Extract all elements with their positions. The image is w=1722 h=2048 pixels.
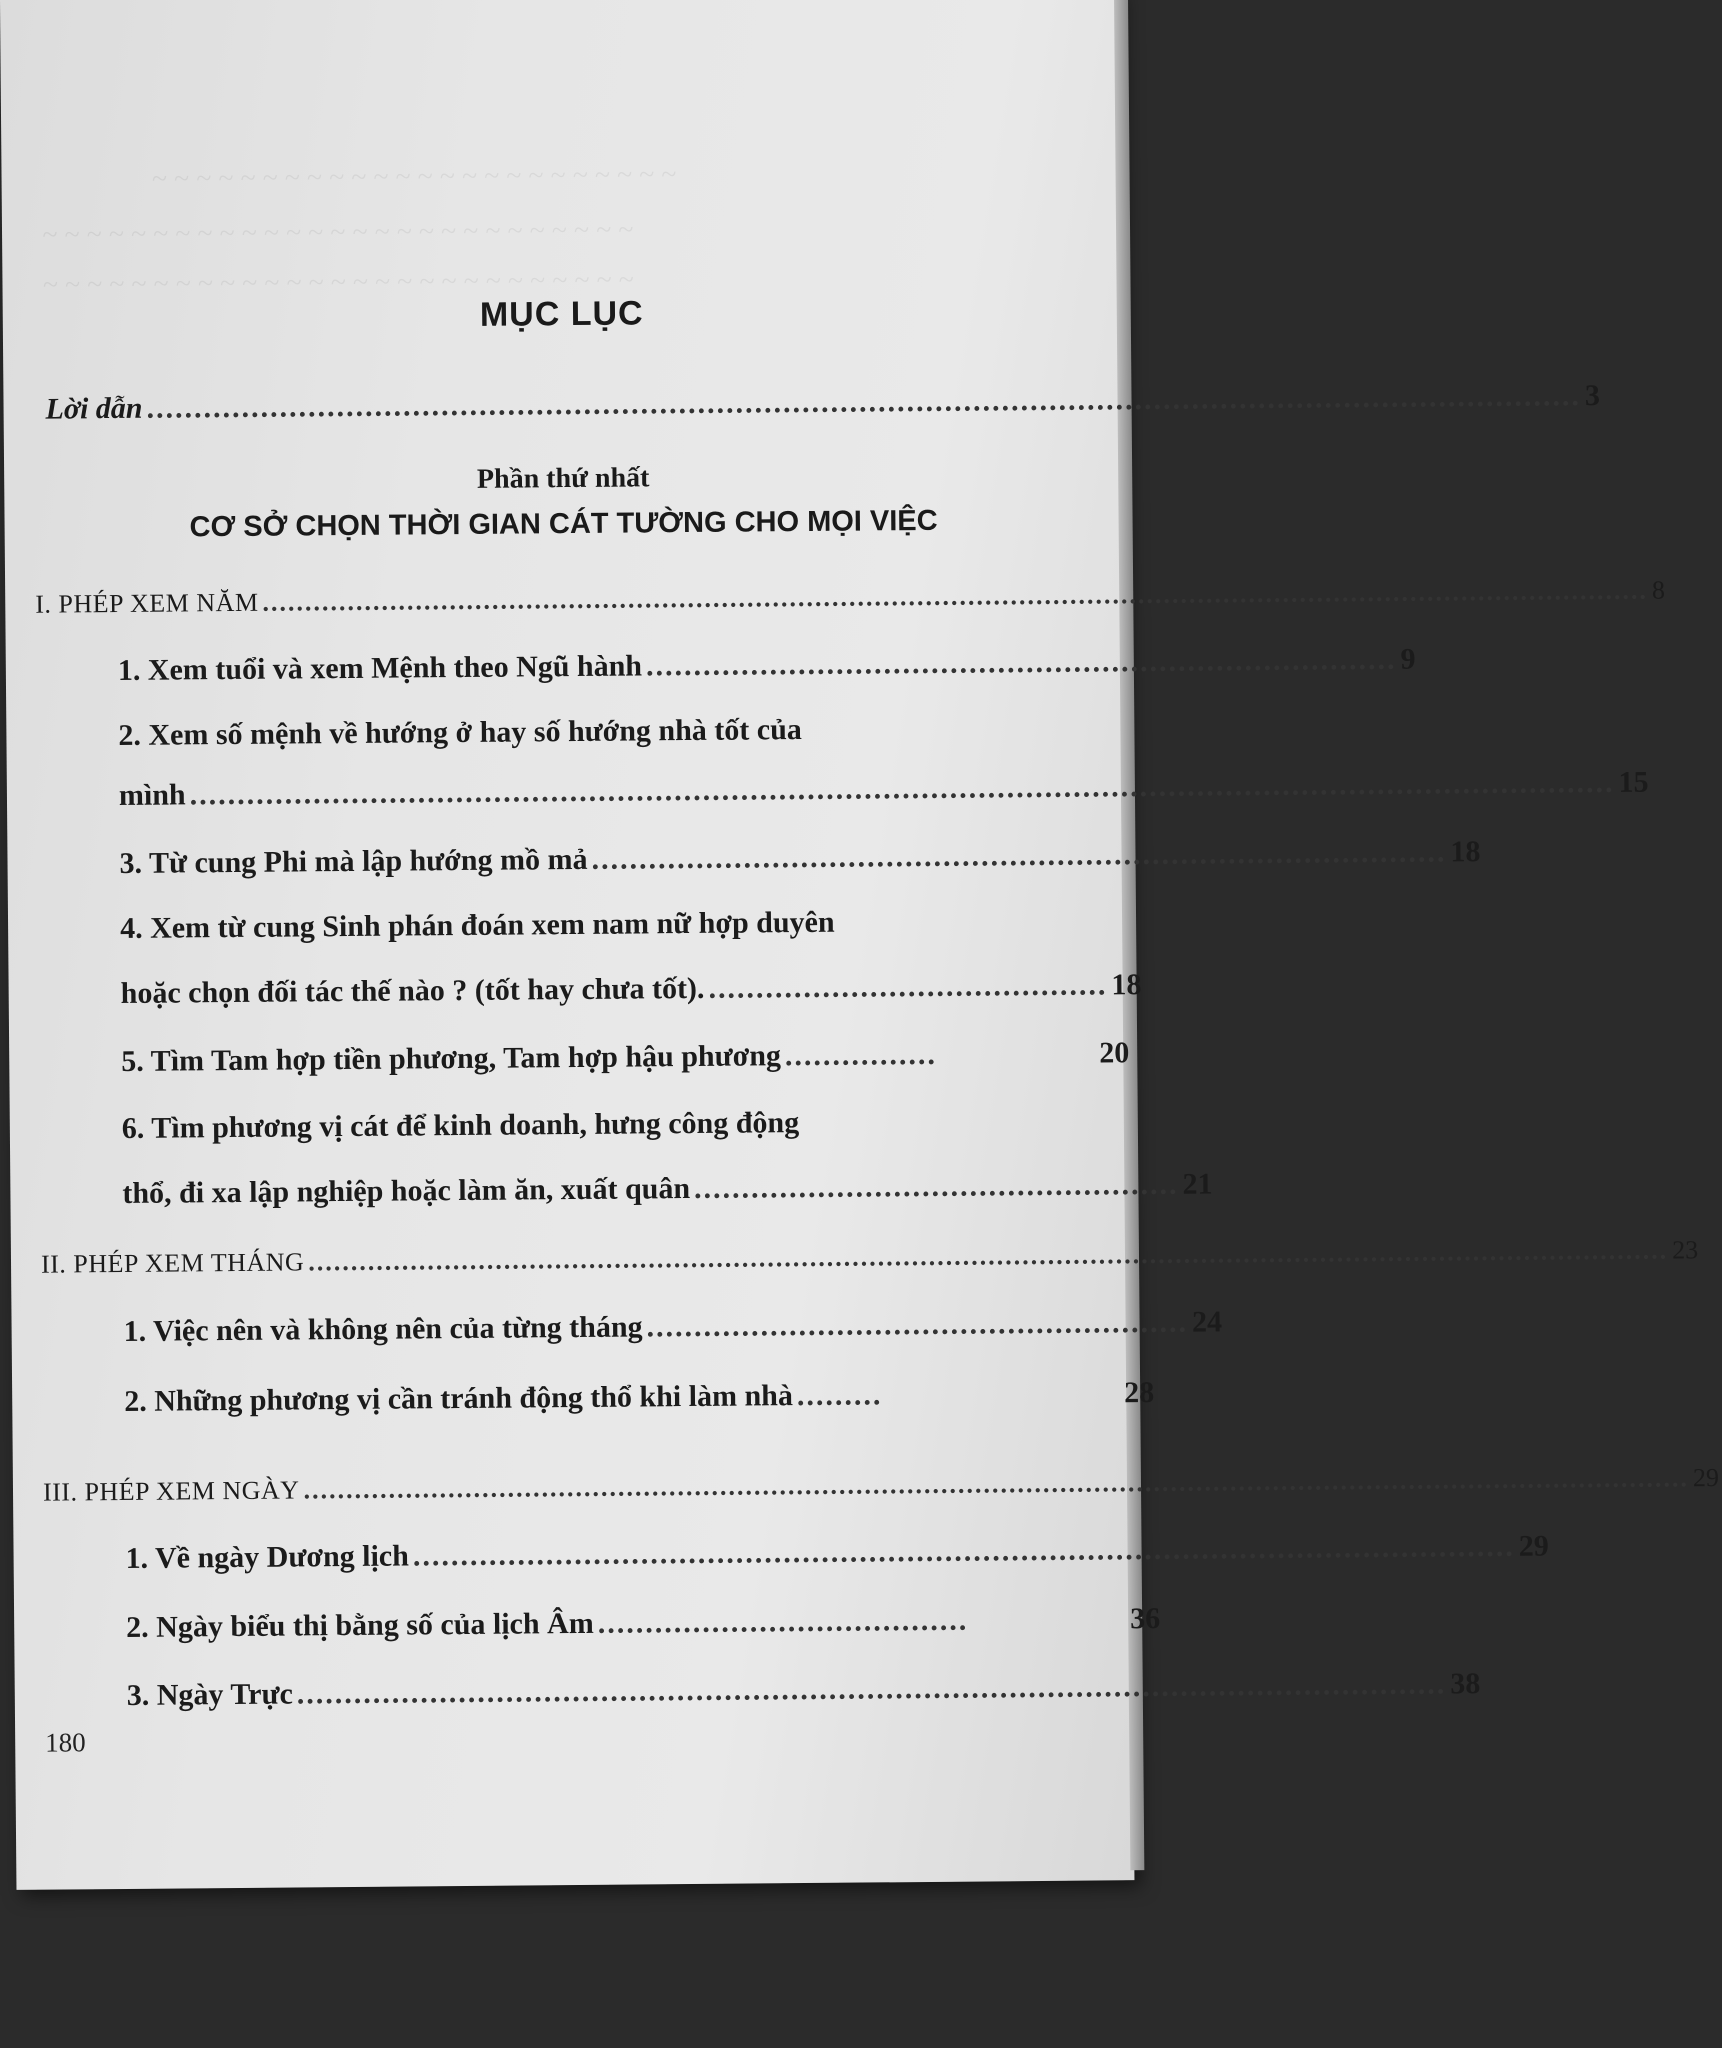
toc-title: MỤC LỤC [479,294,644,334]
toc-item-page: 20 [1099,1036,1130,1070]
leader-dots: ................ [784,1037,938,1073]
toc-item-page: 15 [1618,765,1649,799]
toc-item-1-6-line1: 6. Tìm phương vị cát để kinh doanh, hưng công động [121,1106,800,1145]
part-title: CƠ SỞ CHỌN THỜI GIAN CÁT TƯỜNG CHO MỌI VIỆC [189,504,938,544]
toc-entry-intro[interactable] [45,379,1601,427]
page-edge [1114,0,1144,1870]
toc-item-label: 3. Từ cung Phi mà lập hướng mồ mả [119,842,588,880]
toc-item-label: 5. Tìm Tam hợp tiền phương, Tam hợp hậu phương [121,1039,782,1078]
leader-dots: .......................................... [708,968,1108,1005]
leader-dots: ............................................................................... [645,642,1397,683]
toc-item-1-2-line1: 2. Xem số mệnh về hướng ở hay số hướng nhà tốt của [118,713,802,752]
section-title: III. PHÉP XEM NGÀY [42,1475,300,1507]
section-title: I. PHÉP XEM NĂM [35,587,259,619]
section-title: II. PHÉP XEM THÁNG [40,1247,305,1279]
toc-item-page: 28 [1124,1375,1155,1410]
section-page: 8 [1651,575,1666,605]
toc-item-label: 1. Về ngày Dương lịch [125,1539,410,1575]
leader-dots: ................................................... [693,1167,1179,1205]
leader-dots: ......... [796,1378,883,1413]
leader-dots: ...................................................................................................................................................... [189,765,1615,812]
toc-item-1-1[interactable] [117,642,1416,688]
toc-item-page: 24 [1191,1305,1223,1339]
leader-dots: ................................................................................................................................................................ [308,1235,1669,1277]
toc-section-3[interactable] [42,1463,1720,1508]
section-page: 23 [1672,1235,1699,1265]
toc-item-1-4-line1: 4. Xem từ cung Sinh phán đoán xem nam nữ hợp duyên [119,905,835,945]
toc-item-page: 38 [1450,1667,1481,1701]
toc-item-page: 9 [1400,642,1416,676]
leader-dots: ................................................................................................................................................................... [303,1463,1690,1505]
leader-dots: ......................................................................................................................... [296,1667,1447,1711]
part-label: Phần thứ nhất [476,462,650,495]
toc-item-3-1[interactable] [125,1529,1549,1576]
toc-item-label: 2. Những phương vị cần tránh động thổ khi làm nhà [124,1379,794,1418]
leader-dots: ................................................................................................................................................................... [262,575,1649,617]
leader-dots: ......................................................... [646,1305,1189,1344]
toc-item-label: mình [118,778,186,812]
bleed-through-text: ~ ~ ~ ~ ~ ~ ~ ~ ~ ~ ~ ~ ~ ~ ~ ~ ~ ~ ~ ~ ~ ~ ~ ~ ~ ~ ~ [41,214,634,251]
toc-item-label: 1. Việc nên và không nên của từng tháng [123,1310,643,1348]
leader-dots: .................................................................................................................... [412,1529,1515,1573]
leader-dots: .......................................................................................... [591,835,1447,876]
toc-item-label: 3. Ngày Trực [126,1677,293,1712]
toc-item-page: 21 [1182,1167,1213,1201]
toc-item-1-2[interactable] [118,765,1649,813]
toc-item-page: 29 [1518,1529,1549,1563]
bleed-through-text: ~ ~ ~ ~ ~ ~ ~ ~ ~ ~ ~ ~ ~ ~ ~ ~ ~ ~ ~ ~ ~ ~ ~ ~ ~ ~ ~ [42,264,634,301]
toc-item-page: 18 [1450,835,1481,869]
toc-item-1-5[interactable] [121,1036,1129,1079]
toc-item-1-4[interactable] [120,968,1142,1011]
toc-item-1-6[interactable] [122,1167,1213,1211]
toc-item-page: 36 [1130,1601,1161,1636]
toc-section-2[interactable] [40,1235,1699,1280]
toc-item-label: 1. Xem tuổi và xem Mệnh theo Ngũ hành [117,649,643,687]
toc-entry-label: Lời dẫn [45,391,143,426]
toc-item-page: 18 [1111,968,1142,1002]
leader-dots: ....................................................................................................................................................... [146,379,1582,425]
toc-item-3-3[interactable] [126,1667,1481,1713]
toc-item-2-2[interactable] [124,1376,1154,1419]
section-page: 29 [1692,1463,1720,1493]
toc-item-label: 2. Ngày biểu thị bằng số của lịch Âm [126,1606,594,1644]
bleed-through-text: ~ ~ ~ ~ ~ ~ ~ ~ ~ ~ ~ ~ ~ ~ ~ ~ ~ ~ ~ ~ ~ ~ ~ ~ [151,159,677,195]
page-number: 180 [45,1727,86,1758]
toc-item-2-1[interactable] [123,1305,1223,1349]
toc-item-1-3[interactable] [119,835,1481,881]
leader-dots: ....................................... [597,1603,969,1640]
toc-item-label: thổ, đi xa lập nghiệp hoặc làm ăn, xuất quân [122,1172,691,1210]
toc-section-1[interactable] [35,575,1666,619]
toc-entry-page: 3 [1584,379,1601,413]
toc-item-label: hoặc chọn đối tác thế nào ? (tốt hay chưa tốt). [120,971,705,1010]
toc-item-3-2[interactable] [126,1602,1160,1645]
